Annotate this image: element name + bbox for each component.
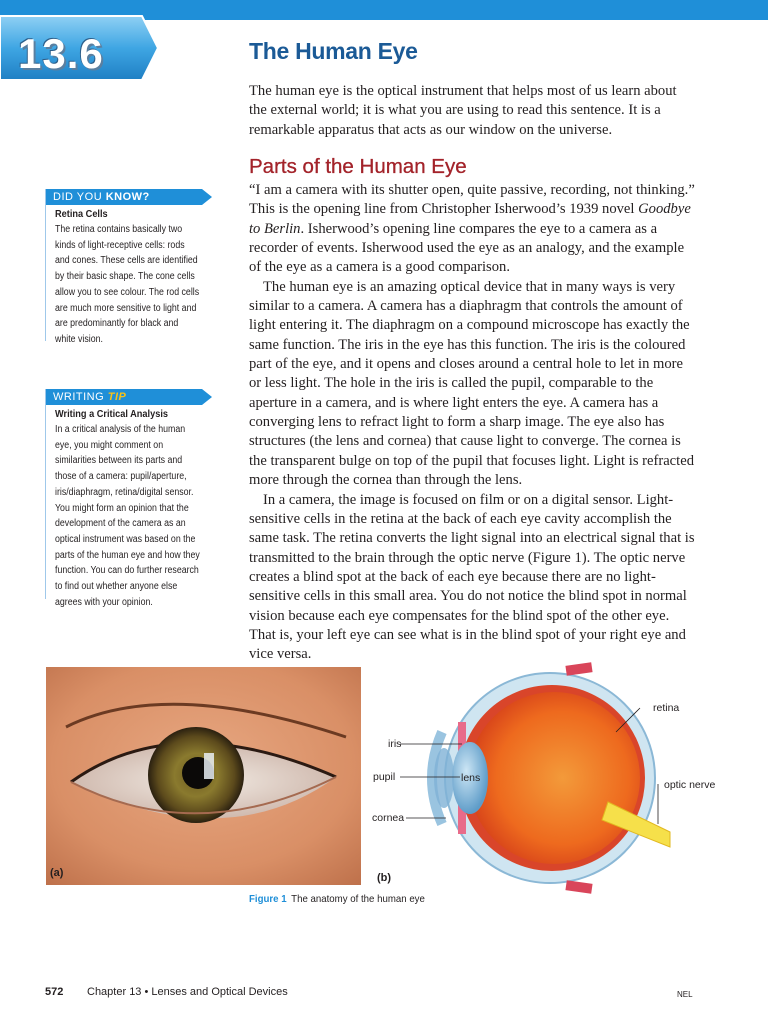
paragraph-3: In a camera, the image is focused on film or on a digital sensor. Light-sensitive cells in the retina at the back of each eye cavity accomplish the same task. The retina converts the light signal into an electrical signal that is transmitted to the brain through the optic nerve (Figure 1). The optic nerve creates a blind spot at the back of each eye because there are no light-sensitive cells in this small area. You do not notice the blind spot in normal vision because each eye compensates for the blind spot of the other eye. That is, your left eye can see what is in the blind spot of your right eye and vice versa.: [249, 491, 695, 663]
callout-lens: lens: [461, 772, 481, 784]
writing-tip-text: In a critical analysis of the human eye, you might comment on similarities between its parts and those of a camera: pupil/aperture, iris/diaphragm, retina/digital sensor. You might form an opinion that the development of the camera as an optical instrument was based on the parts of the human eye and how they function. You can do further research to find out whether anyone else agrees with your opinion.: [55, 424, 200, 608]
figure-number: Figure 1: [249, 893, 287, 905]
writing-tip-header: [46, 389, 202, 405]
paragraph-1: [249, 181, 695, 278]
writing-tip-header-bold: TIP: [107, 391, 127, 403]
paragraph-1-part-a: “I am a camera with its shutter open, quite passive, recording, not thinking.” This is the opening line from Christopher Isherwood’s 1939 novel: [249, 182, 695, 218]
writing-tip-title: Writing a Critical Analysis: [55, 409, 168, 420]
body-text: [249, 181, 695, 665]
callout-iris: iris: [388, 738, 402, 750]
section-subheading: Parts of the Human Eye: [249, 155, 467, 178]
did-you-know-title: Retina Cells: [55, 209, 108, 220]
did-you-know-header-text: DID YOU: [53, 191, 106, 203]
paragraph-2: The human eye is an amazing optical device that in many ways is very similar to a camera. A camera has a diaphragm that controls the amount of light entering it. The diaphragm on a compound microscope has exactly the same function. The iris in the eye has this function. The iris is the coloured part of the eye, and it opens and closes around a central hole to let in more or less light. The hole in the iris is called the pupil, comparable to the aperture in a camera, and is where light enters the eye. A camera has a converging lens to refract light to form a sharp image. The eye also has structures (the lens and cornea) that cause light to converge. The cornea is the transparent bulge on top of the pupil that focuses light. Light is refracted more through the cornea than through the lens.: [249, 278, 694, 489]
page-number: 572: [45, 986, 64, 998]
callout-cornea: cornea: [372, 812, 405, 824]
figure-caption-text: The anatomy of the human eye: [291, 893, 425, 905]
figure-label-a: (a): [50, 867, 64, 879]
did-you-know-header: [46, 189, 202, 205]
callout-optic-nerve: optic nerve: [664, 779, 716, 791]
writing-tip-header-text: WRITING: [53, 391, 105, 403]
paragraph-1-part-b: . Isherwood’s opening line compares the eye to a camera as a recorder of events. Isherwood used the eye as an analogy, and the example of the eye as a camera is a good comparison.: [249, 220, 685, 276]
eye-photo: [46, 667, 361, 885]
figure-label-b: (b): [377, 872, 392, 884]
figure-caption: [249, 893, 425, 905]
section-number: 13.6: [18, 30, 104, 77]
did-you-know-box: [45, 189, 202, 345]
page-title: The Human Eye: [249, 38, 418, 64]
writing-tip-box: [45, 389, 202, 608]
callout-pupil: pupil: [373, 771, 396, 783]
publisher-mark: NEL: [677, 990, 693, 999]
eye-cross-section-diagram: [370, 662, 720, 894]
chapter-footer: Chapter 13 • Lenses and Optical Devices: [87, 986, 288, 998]
header-arrow-icon: [202, 189, 212, 205]
did-you-know-text: The retina contains basically two kinds of light-receptive cells: rods and cones. These cells are identified by their basic shape. The cone cells allow you to see colour. The rod cells are much more sensitive to light and are predominantly for black and white vision.: [55, 224, 200, 345]
section-number-badge: [0, 14, 160, 80]
did-you-know-header-bold: KNOW?: [105, 191, 150, 203]
header-arrow-icon: [202, 389, 212, 405]
callout-retina: retina: [653, 702, 680, 714]
intro-paragraph: The human eye is the optical instrument that helps most of us learn about the external world; it is what you are using to read this sentence. It is a remarkable apparatus that acts as our window on the universe.: [249, 83, 677, 138]
book-title: Goodbye to Berlin: [249, 201, 691, 237]
